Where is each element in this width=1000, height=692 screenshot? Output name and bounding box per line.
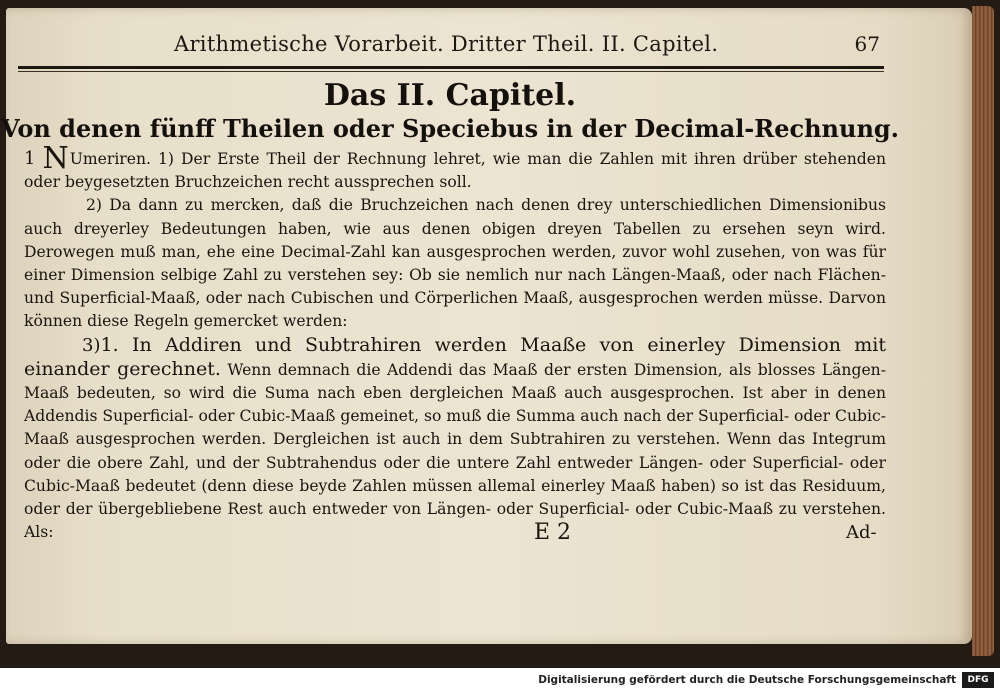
paragraph-lead: Umeriren.	[69, 150, 151, 168]
chapter-subtitle: Von denen fünff Theilen oder Speciebus in der Decimal-Rechnung.	[0, 114, 900, 143]
signature-mark: E 2	[534, 520, 572, 545]
paragraph-3	[24, 334, 886, 545]
rule-heading: 1. In Addiren und Subtrahiren werden Maaße von einerley Dimension mit einander gerechnet.	[24, 333, 886, 380]
body-text	[24, 141, 887, 544]
initial-letter: N	[42, 141, 69, 176]
credit-bar	[0, 668, 1000, 692]
book-page-edge	[972, 6, 994, 656]
paragraph-text: Wenn demnach die Addendi das Maaß der ersten Dimension, als blosses Längen-Maaß bedeuten, so wird die Suma nach eben dergleichen Maaß auch ausgesprochen. Ist aber in denen Addendis Superficial- oder Cubic-Maaß gemeinet, so muß die Summa auch nach der Superficial- oder Cubic-Maaß ausgesprochen werden. Dergleichen ist auch in dem Subtrahiren zu verstehen. Wenn das Integrum oder die obere Zahl, und der Subtrahendus oder die untere Zahl entweder Längen- oder Superficial- oder Cubic-Maaß bedeutet (denn diese beyde Zahlen müssen allemal einerley Maaß haben) so ist das Residuum, oder der übergebliebene Rest auch entweder von Längen- oder Superficial- oder Cubic-Maaß zu verstehen. Als:	[24, 360, 887, 542]
page-header	[24, 32, 884, 56]
chapter-title: Das II. Capitel.	[323, 78, 577, 113]
dfg-logo: DFG	[962, 672, 994, 688]
paragraph-text: 2) Da dann zu mercken, daß die Bruchzeichen nach denen drey unterschiedlichen Dimensionibus auch dreyerley Bedeutungen haben, wie aus denen obigen dreyen Tabellen zu ersehen seyn wird. Derowegen muß man, ehe eine Decimal-Zahl kan ausgesprochen werden, zuvor wohl zusehen, von was für einer Dimension selbige Zahl zu verstehen sey: Ob sie nemlich nur nach Längen-Maaß, oder nach Flächen- und Superficial-Maaß, oder nach Cubischen und Cörperlichen Maaß, ausgesprochen werden müsse. Darvon können diese Regeln gemercket werden:	[24, 196, 886, 331]
paragraph-marker: 1	[24, 148, 36, 169]
header-rule-thin	[18, 71, 884, 72]
paragraph-marker: 3)	[82, 334, 101, 356]
running-head: Arithmetische Vorarbeit. Dritter Theil. II. Capitel.	[174, 32, 719, 56]
header-rule	[18, 66, 884, 69]
catchword: Ad-	[846, 522, 877, 543]
paragraph-text: 1) Der Erste Theil der Rechnung lehret, wie man die Zahlen mit ihren drüber stehenden oder beygesetzten Bruchzeichen recht aussprechen soll.	[24, 150, 886, 192]
paragraph-2	[24, 194, 886, 333]
paragraph-1	[24, 141, 886, 194]
credit-text: Digitalisierung gefördert durch die Deutsche Forschungsgemeinschaft	[538, 674, 956, 686]
page-number: 67	[854, 32, 880, 56]
